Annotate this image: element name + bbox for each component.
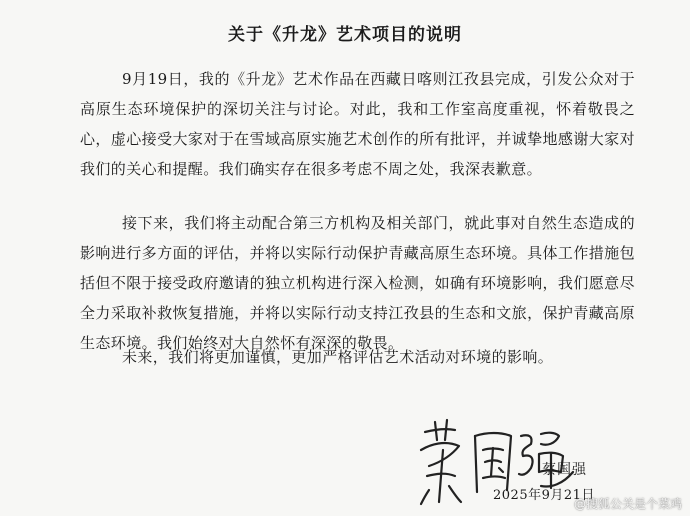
signer-name: 蔡国强	[542, 462, 587, 478]
paragraph-1: 9月19日，我的《升龙》艺术作品在西藏日喀则江孜县完成，引发公众对于高原生态环境保护的深切关注与讨论。对此，我和工作室高度重视，怀着敬畏之心，虚心接受大家对于在雪域高原实施艺术创作的所有批评，并诚挚地感谢大家对我们的关心和提醒。我们确实存在很多考虑不周之处，我深表歉意。	[80, 70, 635, 178]
paragraph-3: 未来，我们将更加谨慎，更加严格评估艺术活动对环境的影响。	[122, 348, 554, 366]
watermark: @搜狐公关是个菜鸡	[573, 497, 682, 511]
document-date: 2025年9月21日	[493, 488, 595, 503]
paragraph-2: 接下来，我们将主动配合第三方机构及相关部门，就此事对自然生态造成的影响进行多方面的评估，并将以实际行动保护青藏高原生态环境。具体工作措施包括但不限于接受政府邀请的独立机构进行深入检测，如确有环境影响，我们愿意尽全力采取补救恢复措施，并将以实际行动支持江孜县的生态和文旅，保护青藏高原生态环境。我们始终对大自然怀有深深的敬畏。	[80, 214, 635, 352]
document-title: 关于《升龙》艺术项目的说明	[228, 25, 462, 45]
